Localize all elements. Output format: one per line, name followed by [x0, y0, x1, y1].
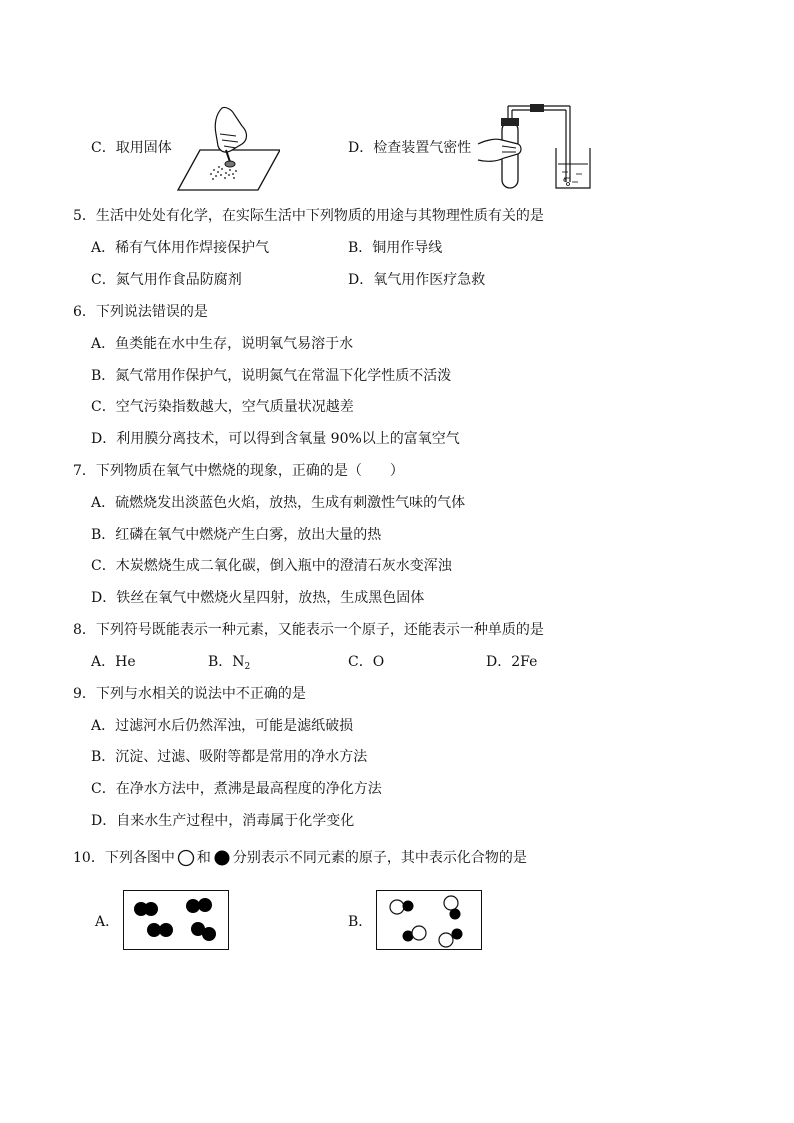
q6-option-c: C．空气污染指数越大，空气质量状况越差 — [91, 399, 354, 415]
question-5-stem: 5．生活中处处有化学，在实际生活中下列物质的用途与其物理性质有关的是 — [73, 208, 544, 224]
q7-option-a: A．硫燃烧发出淡蓝色火焰，放热，生成有刺激性气味的气体 — [91, 495, 466, 511]
question-8-stem: 8．下列符号既能表示一种元素，又能表示一个原子，还能表示一种单质的是 — [73, 622, 544, 638]
q10-stem-part2: 和 — [196, 850, 211, 866]
q8-option-a: A．He — [91, 654, 136, 670]
q10-figure-b — [377, 891, 481, 949]
q7-option-d: D．铁丝在氧气中燃烧火星四射，放热，生成黑色固体 — [91, 590, 425, 606]
q8-option-b-prefix: B．N — [208, 654, 245, 670]
q10-figure-a — [124, 891, 228, 949]
white-atom-icon — [177, 849, 195, 867]
q5-option-d: D．氧气用作医疗急救 — [348, 272, 486, 288]
airtightness-apparatus-figure — [472, 100, 600, 192]
q9-option-b: B．沉淀、过滤、吸附等都是常用的净水方法 — [91, 749, 368, 765]
question-10-stem — [73, 849, 527, 867]
q10-label-a: A． — [95, 914, 120, 930]
q10-figure-a-box — [123, 890, 229, 950]
q10-stem-part3: 分别表示不同元素的原子，其中表示化合物的是 — [232, 850, 527, 866]
q6-option-b: B．氮气常用作保护气，说明氮气在常温下化学性质不活泼 — [91, 368, 452, 384]
question-6-stem: 6．下列说法错误的是 — [73, 304, 208, 320]
q7-option-c: C．木炭燃烧生成二氧化碳，倒入瓶中的澄清石灰水变浑浊 — [91, 558, 452, 574]
q10-figure-b-box — [376, 890, 482, 950]
q10-stem-part1: 10．下列各图中 — [73, 850, 175, 866]
q7-option-b: B．红磷在氧气中燃烧产生白雾，放出大量的热 — [91, 527, 382, 543]
q9-option-c: C．在净水方法中，煮沸是最高程度的净化方法 — [91, 781, 382, 797]
q8-option-b — [208, 653, 250, 676]
q9-option-d: D．自来水生产过程中，消毒属于化学变化 — [91, 813, 355, 829]
q10-label-b: B． — [348, 914, 373, 930]
q4-option-d: D．检查装置气密性 — [348, 140, 472, 156]
q4-option-c: C．取用固体 — [91, 140, 172, 156]
scoop-solid-figure — [176, 104, 280, 192]
question-7-stem: 7．下列物质在氧气中燃烧的现象，正确的是（ ） — [73, 463, 404, 479]
question-9-stem: 9．下列与水相关的说法中不正确的是 — [73, 686, 306, 702]
q9-option-a: A．过滤河水后仍然浑浊，可能是滤纸破损 — [91, 718, 354, 734]
q6-option-d: D．利用膜分离技术，可以得到含氧量 90%以上的富氧空气 — [91, 431, 460, 447]
q5-option-c: C．氮气用作食品防腐剂 — [91, 272, 242, 288]
q5-option-a: A．稀有气体用作焊接保护气 — [91, 240, 270, 256]
q6-option-a: A．鱼类能在水中生存，说明氧气易溶于水 — [91, 336, 354, 352]
q5-option-b: B．铜用作导线 — [348, 240, 443, 256]
q8-option-c: C．O — [348, 654, 385, 670]
q8-option-b-subscript: 2 — [244, 662, 251, 672]
q8-option-d: D．2Fe — [486, 654, 538, 670]
black-atom-icon — [213, 849, 231, 867]
